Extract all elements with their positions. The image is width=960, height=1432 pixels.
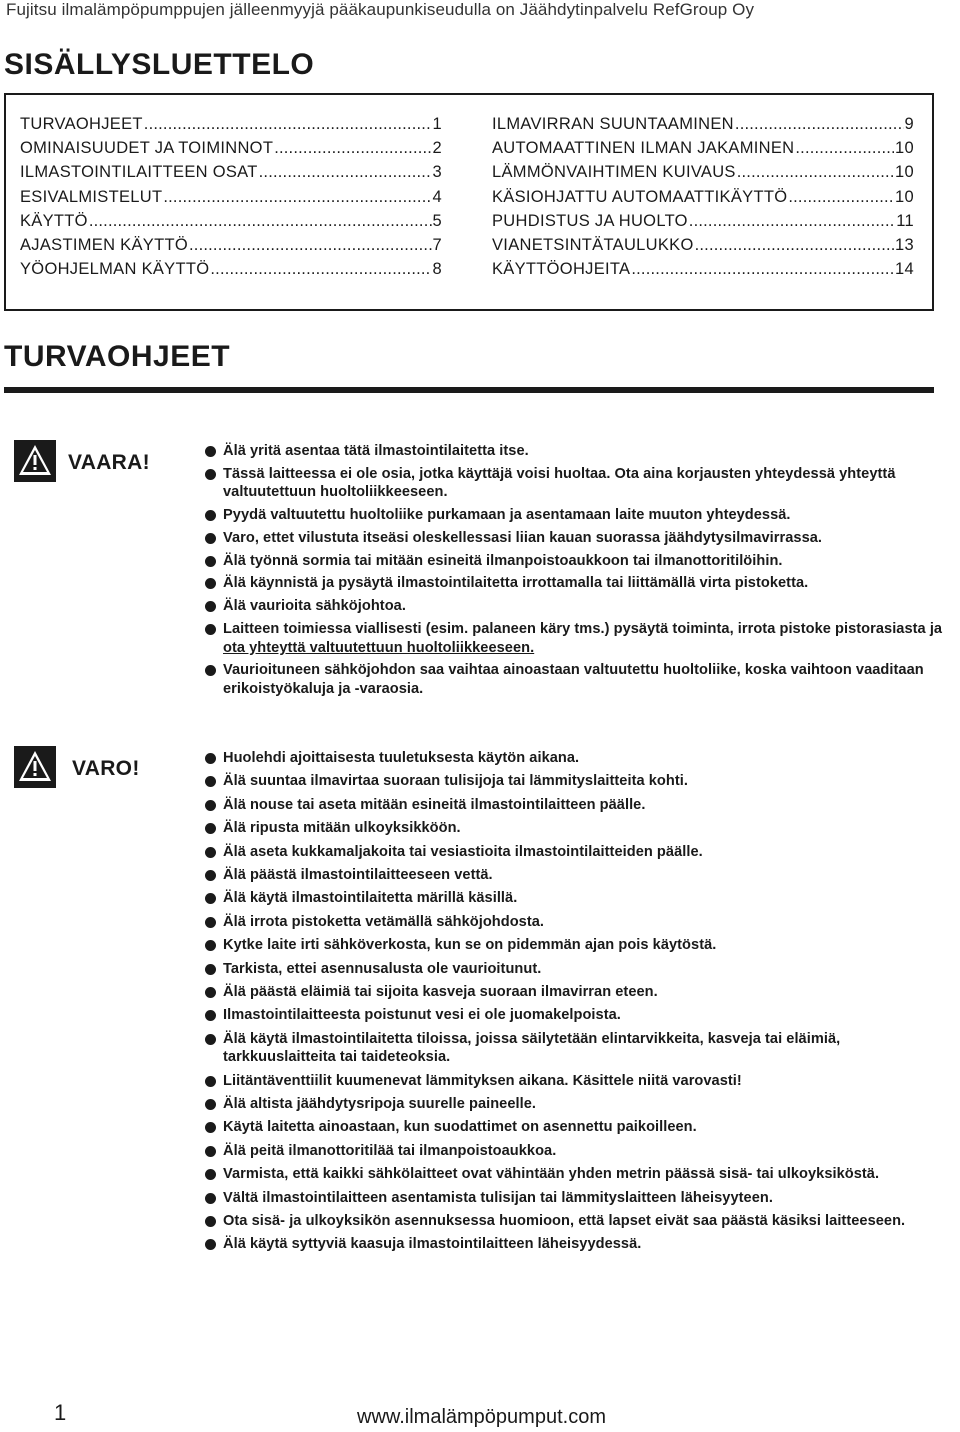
toc-entry-page: 10	[895, 163, 914, 182]
caution-warning-icon	[14, 746, 56, 788]
toc-entry-page: 3	[432, 163, 442, 182]
toc-entry-title: ILMAVIRRAN SUUNTAAMINEN	[492, 115, 734, 133]
toc-entry-page: 14	[895, 260, 914, 279]
list-item: Älä yritä asentaa tätä ilmastointilaitetta itse.	[205, 442, 957, 461]
toc-entry-page: 8	[432, 260, 442, 279]
list-item: Älä altista jäähdytysripoja suurelle paineelle.	[205, 1095, 957, 1114]
toc-entry-title: KÄYTTÖ	[20, 211, 88, 230]
list-item: Ilmastointilaitteesta poistunut vesi ei ole juomakelpoista.	[205, 1006, 957, 1025]
heading-rule	[4, 387, 934, 393]
toc-entry-page: 11	[896, 211, 914, 230]
toc-leader-dots	[695, 236, 894, 255]
list-item: Huolehdi ajoittaisesta tuuletuksesta käytön aikana.	[205, 749, 957, 768]
danger-label: VAARA!	[68, 451, 150, 474]
toc-leader-dots	[735, 115, 904, 134]
list-item: Älä ripusta mitään ulkoyksikköön.	[205, 819, 957, 838]
toc-entry[interactable]	[20, 188, 442, 212]
toc-entry-title: ILMASTOINTILAITTEEN OSAT	[20, 163, 258, 182]
toc-entry-title: KÄYTTÖOHJEITA	[492, 260, 631, 279]
list-item: Tässä laitteessa ei ole osia, jotka käyttäjä voisi huoltaa. Ota aina korjausten yhteydessä yhteyttä valtuutettuun huoltoliikkeeseen.	[205, 465, 957, 502]
toc-entry-page: 4	[432, 187, 442, 206]
list-item: Älä vaurioita sähköjohtoa.	[205, 597, 957, 616]
list-item: Älä käytä syttyviä kaasuja ilmastointilaitteen läheisyydessä.	[205, 1235, 957, 1254]
list-item: Älä päästä ilmastointilaitteeseen vettä.	[205, 866, 957, 885]
toc-leader-dots	[189, 236, 432, 255]
list-item	[205, 620, 957, 657]
toc-entry[interactable]	[20, 163, 442, 187]
toc-entry-page: 10	[895, 187, 914, 206]
toc-leader-dots	[89, 212, 432, 231]
list-item: Kytke laite irti sähköverkosta, kun se on pidemmän ajan pois käytöstä.	[205, 936, 957, 955]
toc-leader-dots	[210, 260, 431, 279]
list-item: Varo, ettet vilustuta itseäsi oleskellessasi liian kauan suorassa jäähdytysilmavirrassa.	[205, 529, 957, 548]
toc-left-column	[20, 115, 442, 284]
toc-leader-dots	[144, 115, 432, 134]
list-item: Vältä ilmastointilaitteen asentamista tulisijan tai lämmityslaitteen läheisyyteen.	[205, 1189, 957, 1208]
toc-entry-page: 5	[432, 211, 442, 230]
toc-entry[interactable]	[492, 163, 914, 187]
toc-entry-page: 7	[432, 235, 442, 254]
toc-entry-title: LÄMMÖNVAIHTIMEN KUIVAUS	[492, 163, 736, 182]
list-item: Käytä laitetta ainoastaan, kun suodattimet on asennettu paikoilleen.	[205, 1118, 957, 1137]
toc-entry-title: OMINAISUUDET JA TOIMINNOT	[20, 139, 274, 158]
toc-entry[interactable]	[492, 260, 914, 284]
list-item: Tarkista, ettei asennusalusta ole vaurioitunut.	[205, 960, 957, 979]
toc-entry-title: YÖOHJELMAN KÄYTTÖ	[20, 260, 210, 279]
list-item: Vaurioituneen sähköjohdon saa vaihtaa ainoastaan valtuutettu huoltoliike, koska vaihtoon vaaditaan erikoistyökaluja ja -varaosia.	[205, 661, 957, 698]
list-item: Ota sisä- ja ulkoyksikön asennuksessa huomioon, että lapset eivät saa päästä käsiksi laitteeseen.	[205, 1212, 957, 1231]
toc-entry-page: 13	[895, 235, 914, 254]
list-item: Varmista, että kaikki sähkölaitteet ovat vähintään yhden metrin päässä sisä- tai ulkoyksiköstä.	[205, 1165, 957, 1184]
toc-leader-dots	[163, 188, 431, 207]
toc-entry-title: ESIVALMISTELUT	[20, 187, 163, 206]
page-header: Fujitsu ilmalämpöpumppujen jälleenmyyjä pääkaupunkiseudulla on Jäähdytinpalvelu RefGroup Oy	[6, 0, 755, 19]
list-item: Älä peitä ilmanottoritilää tai ilmanpoistoaukkoa.	[205, 1142, 957, 1161]
contact-service-text: ota yhteyttä valtuutettuun huoltoliikkeeseen.	[223, 639, 535, 656]
list-item: Älä irrota pistoketta vetämällä sähköjohdosta.	[205, 913, 957, 932]
toc-entry[interactable]	[20, 139, 442, 163]
toc-leader-dots	[274, 139, 431, 158]
list-item: Älä työnnä sormia tai mitään esineitä ilmanpoistoaukkoon tai ilmanottoritilöihin.	[205, 552, 957, 571]
list-item: Älä käynnistä ja pysäytä ilmastointilaitetta irrottamalla tai liittämällä virta pistoketta.	[205, 574, 957, 593]
toc-entry[interactable]	[492, 188, 914, 212]
toc-entry-title: KÄSIOHJATTU AUTOMAATTIKÄYTTÖ	[492, 187, 788, 206]
toc-entry[interactable]	[20, 212, 442, 236]
caution-label: VARO!	[72, 757, 140, 780]
danger-list	[205, 442, 957, 703]
list-item: Älä suuntaa ilmavirtaa suoraan tulisijoja tai lämmityslaitteita kohti.	[205, 772, 957, 791]
toc-entry[interactable]	[492, 236, 914, 260]
toc-entry-title: PUHDISTUS JA HUOLTO	[492, 211, 688, 230]
caution-list	[205, 749, 957, 1259]
toc-entry[interactable]	[20, 115, 442, 139]
toc-leader-dots	[689, 212, 895, 231]
list-item: Älä nouse tai aseta mitään esineitä ilmastointilaitteen päälle.	[205, 796, 957, 815]
footer-url[interactable]: www.ilmalämpöpumput.com	[357, 1406, 606, 1428]
list-item: Pyydä valtuutettu huoltoliike purkamaan ja asentamaan laite muuton yhteydessä.	[205, 506, 957, 525]
malfunction-text: Laitteen toimiessa viallisesti (esim. palaneen käry tms.) pysäytä toiminta, irrota pistoke pistorasiasta ja	[223, 621, 943, 638]
toc-entry-page: 10	[895, 139, 914, 158]
toc-leader-dots	[259, 163, 432, 182]
toc-entry-title: TURVAOHJEET	[20, 115, 143, 133]
toc-entry-page: 1	[432, 115, 442, 133]
toc-entry[interactable]	[20, 260, 442, 284]
toc-entry[interactable]	[20, 236, 442, 260]
list-item: Älä aseta kukkamaljakoita tai vesiastioita ilmastointilaitteiden päälle.	[205, 843, 957, 862]
list-item: Älä käytä ilmastointilaitetta tiloissa, joissa säilytetään elintarvikkeita, kasveja tai eläimiä, tarkkuuslaitteita tai taideteoksia.	[205, 1030, 957, 1067]
page-number: 1	[54, 1400, 67, 1425]
toc-box	[4, 93, 934, 311]
toc-entry-title: VIANETSINTÄTAULUKKO	[492, 235, 694, 254]
danger-warning-icon	[14, 440, 56, 482]
toc-leader-dots	[795, 139, 894, 158]
safety-heading: TURVAOHJEET	[4, 340, 231, 373]
toc-leader-dots	[631, 260, 894, 279]
toc-leader-dots	[737, 163, 894, 182]
toc-entry-page: 9	[904, 115, 914, 133]
toc-heading: SISÄLLYSLUETTELO	[4, 48, 315, 81]
toc-right-column	[492, 115, 914, 284]
list-item: Älä käytä ilmastointilaitetta märillä käsillä.	[205, 889, 957, 908]
toc-entry[interactable]	[492, 212, 914, 236]
list-item: Älä päästä eläimiä tai sijoita kasveja suoraan ilmavirran eteen.	[205, 983, 957, 1002]
list-item: Liitäntäventtiilit kuumenevat lämmityksen aikana. Käsittele niitä varovasti!	[205, 1072, 957, 1091]
toc-entry[interactable]	[492, 115, 914, 139]
toc-entry-page: 2	[432, 139, 442, 158]
toc-leader-dots	[788, 188, 894, 207]
toc-entry-title: AUTOMAATTINEN ILMAN JAKAMINEN	[492, 139, 795, 158]
toc-entry[interactable]	[492, 139, 914, 163]
toc-entry-title: AJASTIMEN KÄYTTÖ	[20, 235, 188, 254]
